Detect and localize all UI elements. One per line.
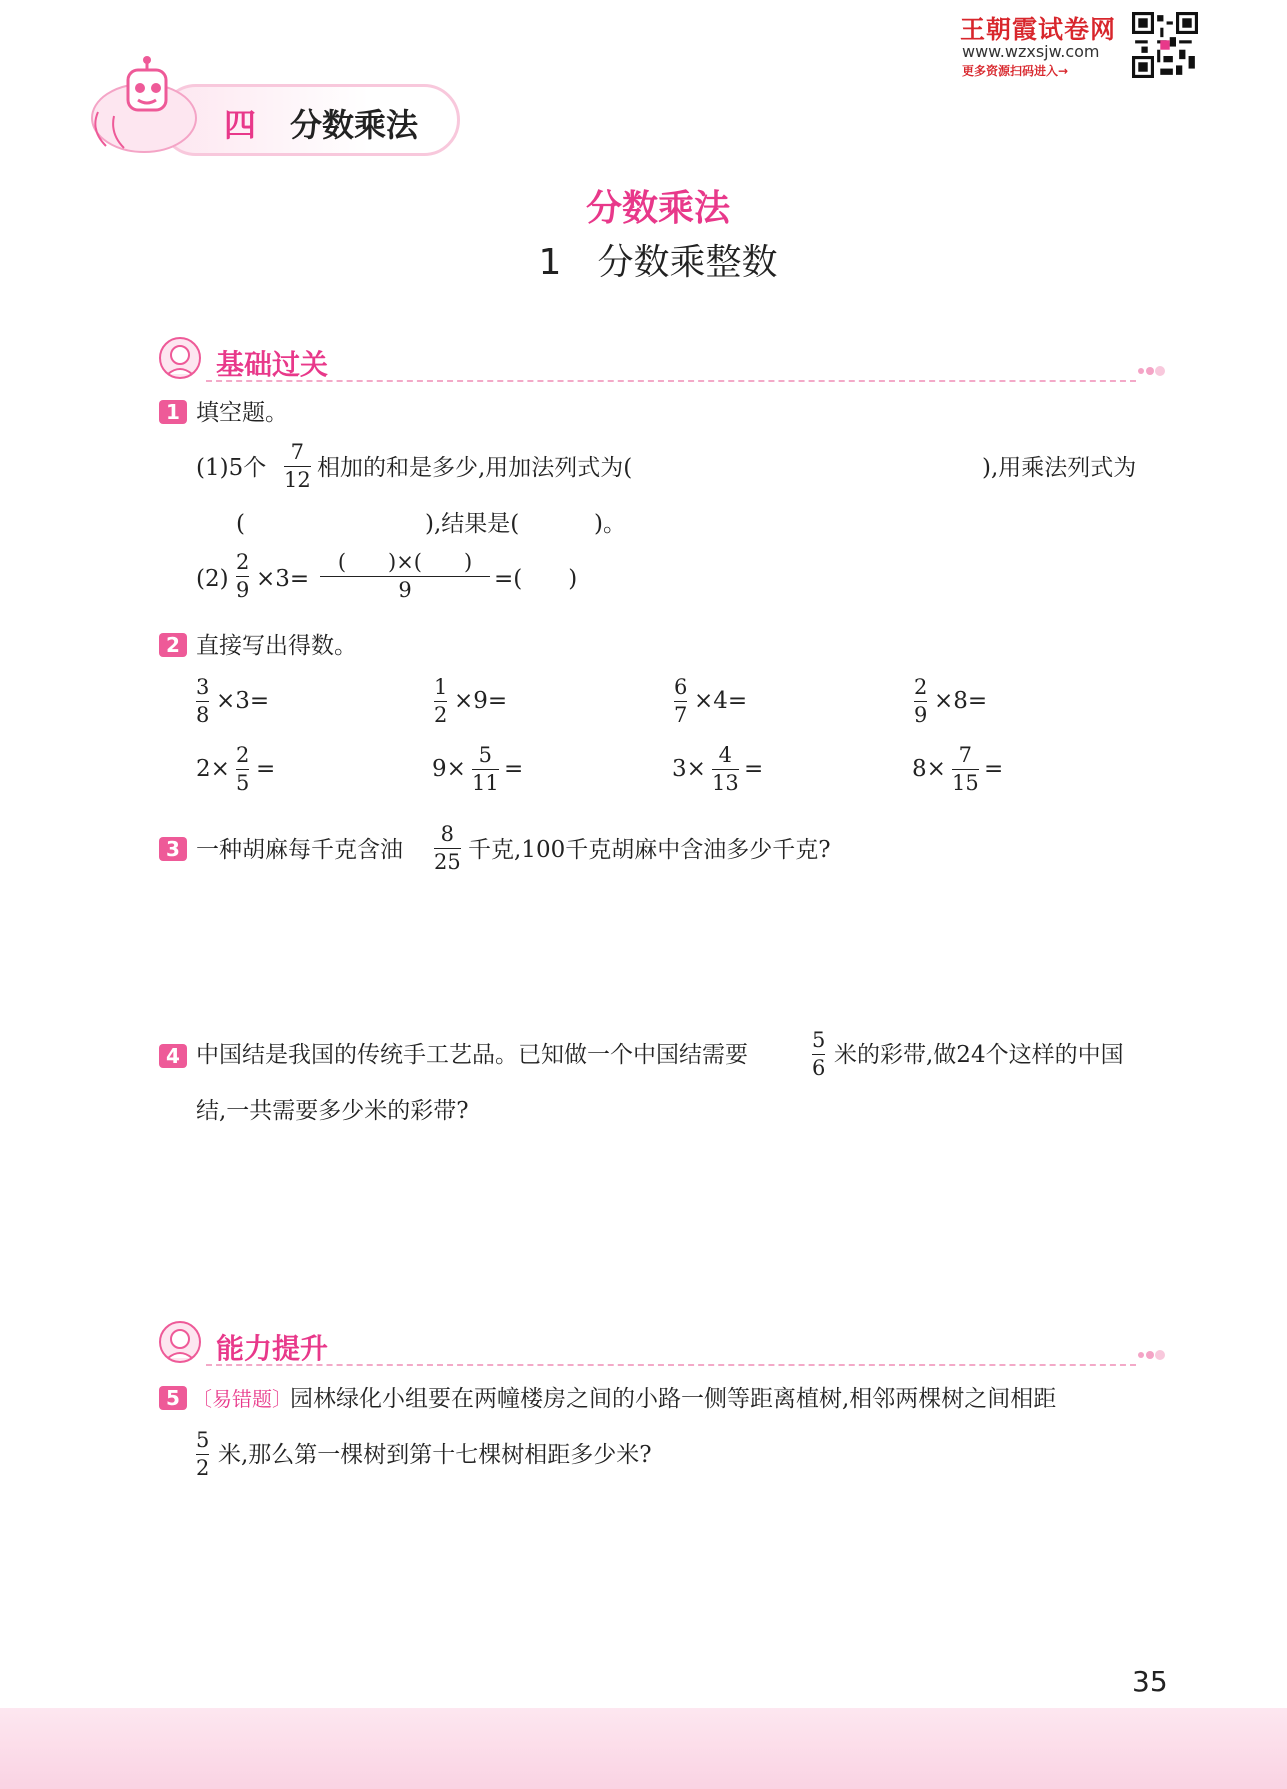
fraction-denominator: 9 bbox=[398, 578, 412, 602]
lesson-title: 1 分数乘整数 bbox=[538, 242, 778, 283]
fraction: 7 15 bbox=[952, 743, 979, 795]
section-divider bbox=[206, 1364, 1136, 1366]
calc-item[interactable]: = bbox=[984, 756, 1004, 782]
question-text: 中国结是我国的传统手工艺品。已知做一个中国结需要 bbox=[196, 1042, 748, 1068]
question-text: 填空题。 bbox=[196, 400, 288, 426]
brand-slogan: 更多资源扫码进入→ bbox=[962, 64, 1069, 78]
calc-item: 9× bbox=[432, 756, 466, 782]
calc-item[interactable]: ×3= bbox=[216, 688, 270, 714]
calc-item[interactable]: ×4= bbox=[694, 688, 748, 714]
calc-item[interactable]: = bbox=[744, 756, 764, 782]
calc-item[interactable]: ×9= bbox=[454, 688, 508, 714]
robot-mascot-icon bbox=[84, 56, 204, 156]
fraction: 4 13 bbox=[712, 743, 739, 795]
dots-decoration-icon bbox=[1136, 364, 1166, 378]
question-text: (2) bbox=[196, 566, 229, 592]
unit-title: 分数乘法 bbox=[585, 188, 730, 229]
question-text: 一种胡麻每千克含油 bbox=[196, 837, 403, 863]
fraction: 5 2 bbox=[196, 1428, 210, 1480]
section-divider bbox=[206, 380, 1136, 382]
calc-item[interactable]: = bbox=[256, 756, 276, 782]
answer-blank[interactable]: ( bbox=[236, 511, 245, 537]
student-avatar-icon bbox=[158, 336, 202, 380]
fraction bbox=[236, 552, 249, 601]
fraction: 3 8 bbox=[196, 675, 210, 727]
answer-blank[interactable]: =( ) bbox=[494, 566, 578, 592]
fraction-denominator: 9 bbox=[236, 578, 250, 602]
brand-url[interactable]: www.wzxsjw.com bbox=[962, 42, 1100, 61]
question-number: 4 bbox=[159, 1044, 187, 1068]
question-text: ),用乘法列式为 bbox=[982, 455, 1137, 481]
fraction: 8 25 bbox=[434, 822, 461, 874]
fraction-numerator: 7 bbox=[290, 440, 305, 464]
fraction: 5 11 bbox=[472, 743, 499, 795]
fraction-denominator: 12 bbox=[284, 468, 311, 492]
question-text: 直接写出得数。 bbox=[196, 633, 357, 659]
question-text: ),结果是( bbox=[425, 511, 520, 537]
fraction-answer[interactable] bbox=[320, 552, 490, 601]
dots-decoration-icon bbox=[1136, 1348, 1166, 1362]
question-number: 2 bbox=[159, 633, 187, 657]
question-text: 千克,100千克胡麻中含油多少千克? bbox=[468, 837, 831, 863]
calc-item: 3× bbox=[672, 756, 706, 782]
question-number: 3 bbox=[159, 837, 187, 861]
fraction-numerator: 2 bbox=[236, 550, 250, 574]
fraction: 5 6 bbox=[812, 1028, 826, 1080]
calc-item[interactable]: ×8= bbox=[934, 688, 988, 714]
question-text: ×3= bbox=[256, 566, 310, 592]
question-text: (1)5个 bbox=[196, 455, 267, 481]
qr-code-icon[interactable] bbox=[1132, 12, 1198, 78]
calc-item: 2× bbox=[196, 756, 230, 782]
question-text: 园林绿化小组要在两幢楼房之间的小路一侧等距离植树,相邻两棵树之间相距 bbox=[290, 1386, 1057, 1412]
fraction: 1 2 bbox=[434, 675, 448, 727]
student-avatar-icon bbox=[158, 1320, 202, 1364]
footer-band bbox=[0, 1708, 1287, 1789]
calc-item[interactable]: = bbox=[504, 756, 524, 782]
calc-item: 8× bbox=[912, 756, 946, 782]
error-prone-tag: 〔易错题〕 bbox=[192, 1387, 292, 1411]
page-number: 35 bbox=[1132, 1665, 1168, 1698]
question-number: 1 bbox=[159, 400, 187, 424]
section-title-advanced: 能力提升 bbox=[216, 1332, 329, 1365]
answer-blank[interactable]: )。 bbox=[594, 511, 626, 537]
question-number: 5 bbox=[159, 1386, 187, 1410]
question-text: 米的彩带,做24个这样的中国 bbox=[834, 1042, 1124, 1068]
fraction: 6 7 bbox=[674, 675, 688, 727]
section-title-basic: 基础过关 bbox=[216, 348, 329, 381]
question-text: 相加的和是多少,用加法列式为( bbox=[317, 455, 633, 481]
chapter-title: 分数乘法 bbox=[290, 106, 419, 144]
question-text: 米,那么第一棵树到第十七棵树相距多少米? bbox=[218, 1442, 652, 1468]
fraction bbox=[284, 442, 311, 491]
brand-name: 王朝霞试卷网 bbox=[960, 15, 1117, 44]
fraction: 2 5 bbox=[236, 743, 250, 795]
fraction: 2 9 bbox=[914, 675, 928, 727]
fraction-numerator: ( )×( ) bbox=[337, 550, 473, 574]
chapter-number: 四 bbox=[224, 106, 257, 144]
question-text: 结,一共需要多少米的彩带? bbox=[196, 1098, 469, 1124]
